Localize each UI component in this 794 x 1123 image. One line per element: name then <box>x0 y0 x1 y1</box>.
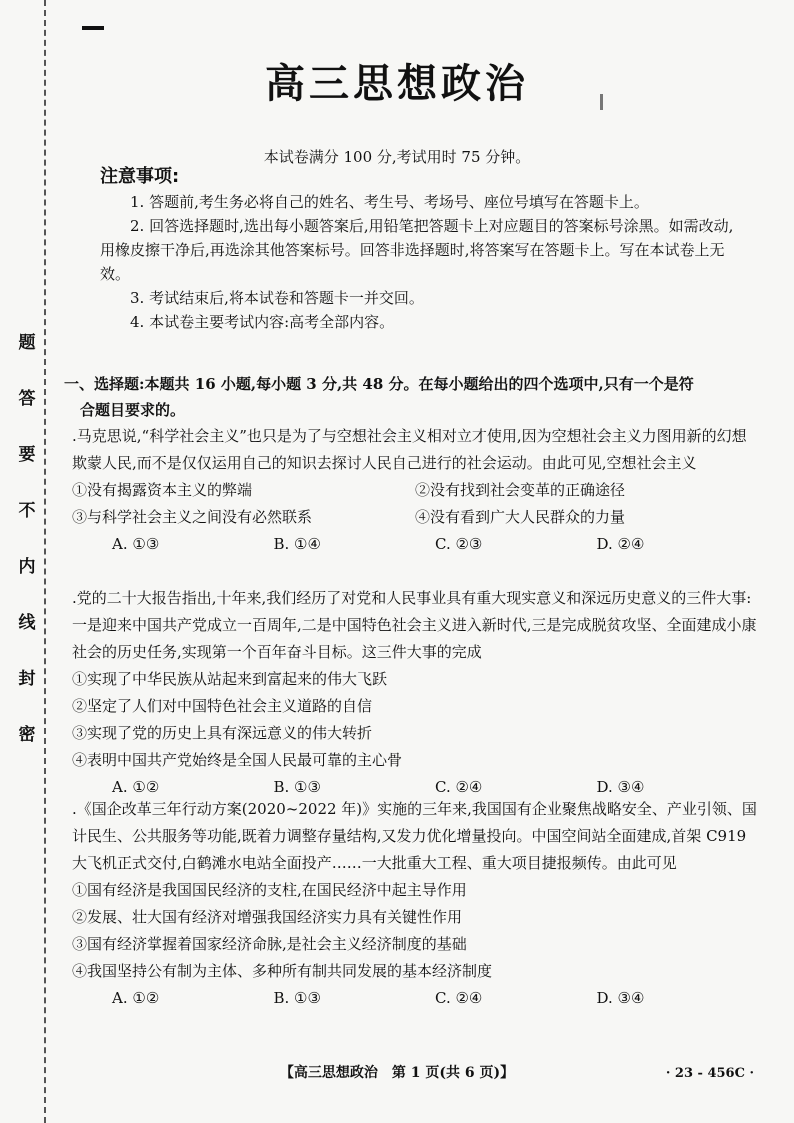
notice-list <box>100 190 740 334</box>
answer-options <box>72 531 758 558</box>
question-stem: .党的二十大报告指出,十年来,我们经历了对党和人民事业具有重大现实意义和深远历史意义的三件大事:一是迎来中国共产党成立一百周年,二是中国特色社会主义进入新时代,三是完成脱贫攻坚、全面建成小康社会的历史任务,实现第一个百年奋斗目标。这三件大事的完成 <box>72 589 757 661</box>
statement: ①国有经济是我国国民经济的支柱,在国民经济中起主导作用 <box>72 881 467 899</box>
option-d: D. ②④ <box>596 535 645 553</box>
statement: ②坚定了人们对中国特色社会主义道路的自信 <box>72 697 373 715</box>
margin-char: 内 <box>18 557 36 577</box>
section-heading <box>64 371 754 423</box>
option-c: C. ②④ <box>435 778 483 796</box>
notice-item: 3. 考试结束后,将本试卷和答题卡一并交回。 <box>130 289 424 307</box>
statement: ③实现了党的历史上具有深远意义的伟大转折 <box>72 724 373 742</box>
option-a: A. ①② <box>112 989 160 1007</box>
statement: ①实现了中华民族从站起来到富起来的伟大飞跃 <box>72 670 388 688</box>
margin-char: 题 <box>18 333 36 353</box>
option-d: D. ③④ <box>596 778 645 796</box>
statement: ②发展、壮大国有经济对增强我国经济实力具有关键性作用 <box>72 908 463 926</box>
page-title: 高三思想政治 <box>265 61 529 107</box>
binding-margin-text <box>14 330 40 778</box>
question-3 <box>72 796 758 1012</box>
notice-item: 1. 答题前,考生务必将自己的姓名、考生号、考场号、座位号填写在答题卡上。 <box>130 193 649 211</box>
page-footer: 【高三思想政治 第 1 页(共 6 页)】 <box>279 1065 515 1081</box>
option-a: A. ①③ <box>112 535 160 553</box>
margin-char: 线 <box>18 613 36 633</box>
binding-dashed-line <box>44 0 47 1123</box>
margin-char: 答 <box>18 389 36 409</box>
question-2 <box>72 585 758 801</box>
margin-char: 要 <box>18 445 36 465</box>
statement: ③国有经济掌握着国家经济命脉,是社会主义经济制度的基础 <box>72 935 467 953</box>
statement: ③与科学社会主义之间没有必然联系 <box>72 508 313 526</box>
exam-code: · 23 - 456C · <box>665 1066 754 1081</box>
option-a: A. ①② <box>112 778 160 796</box>
option-b: B. ①④ <box>273 535 321 553</box>
corner-mark <box>82 26 104 30</box>
notice-item: 4. 本试卷主要考试内容:高考全部内容。 <box>130 313 395 331</box>
margin-char: 密 <box>18 725 36 745</box>
question-stem: .马克思说,“科学社会主义”也只是为了与空想社会主义相对立才使用,因为空想社会主义力图用新的幻想欺蒙人民,而不是仅仅运用自己的知识去探讨人民自己进行的社会运动。由此可见,空想社会主义 <box>72 427 747 472</box>
notice-heading: 注意事项: <box>100 166 180 187</box>
section-heading-line: 一、选择题:本题共 16 小题,每小题 3 分,共 48 分。在每小题给出的四个选项中,只有一个是符 <box>64 375 694 393</box>
option-b: B. ①③ <box>273 989 321 1007</box>
statement: ④没有看到广大人民群众的力量 <box>415 508 626 526</box>
statement: ④我国坚持公有制为主体、多种所有制共同发展的基本经济制度 <box>72 962 493 980</box>
section-heading-line: 合题目要求的。 <box>80 401 186 419</box>
question-1 <box>72 423 758 558</box>
option-c: C. ②③ <box>435 535 483 553</box>
option-b: B. ①③ <box>273 778 321 796</box>
exam-info: 本试卷满分 100 分,考试用时 75 分钟。 <box>263 148 531 166</box>
option-c: C. ②④ <box>435 989 483 1007</box>
margin-char: 封 <box>18 669 36 689</box>
question-stem: .《国企改革三年行动方案(2020~2022 年)》实施的三年来,我国国有企业聚焦战略安全、产业引领、国计民生、公共服务等功能,既着力调整存量结构,又发力优化增量投向。中国空间站全面建成,首架 C919 大飞机正式交付,白鹤滩水电站全面投产……一大批重大工程、重大项目捷报频传。由此可见 <box>72 800 757 872</box>
option-d: D. ③④ <box>596 989 645 1007</box>
statement: ④表明中国共产党始终是全国人民最可靠的主心骨 <box>72 751 403 769</box>
answer-options <box>72 985 758 1012</box>
notice-item: 2. 回答选择题时,选出每小题答案后,用铅笔把答题卡上对应题目的答案标号涂黑。如需改动,用橡皮擦干净后,再选涂其他答案标号。回答非选择题时,将答案写在答题卡上。写在本试卷上无效。 <box>100 217 734 283</box>
margin-char: 不 <box>18 501 36 521</box>
statement: ②没有找到社会变革的正确途径 <box>415 481 626 499</box>
statement: ①没有揭露资本主义的弊端 <box>72 481 253 499</box>
statement-list <box>72 477 758 531</box>
